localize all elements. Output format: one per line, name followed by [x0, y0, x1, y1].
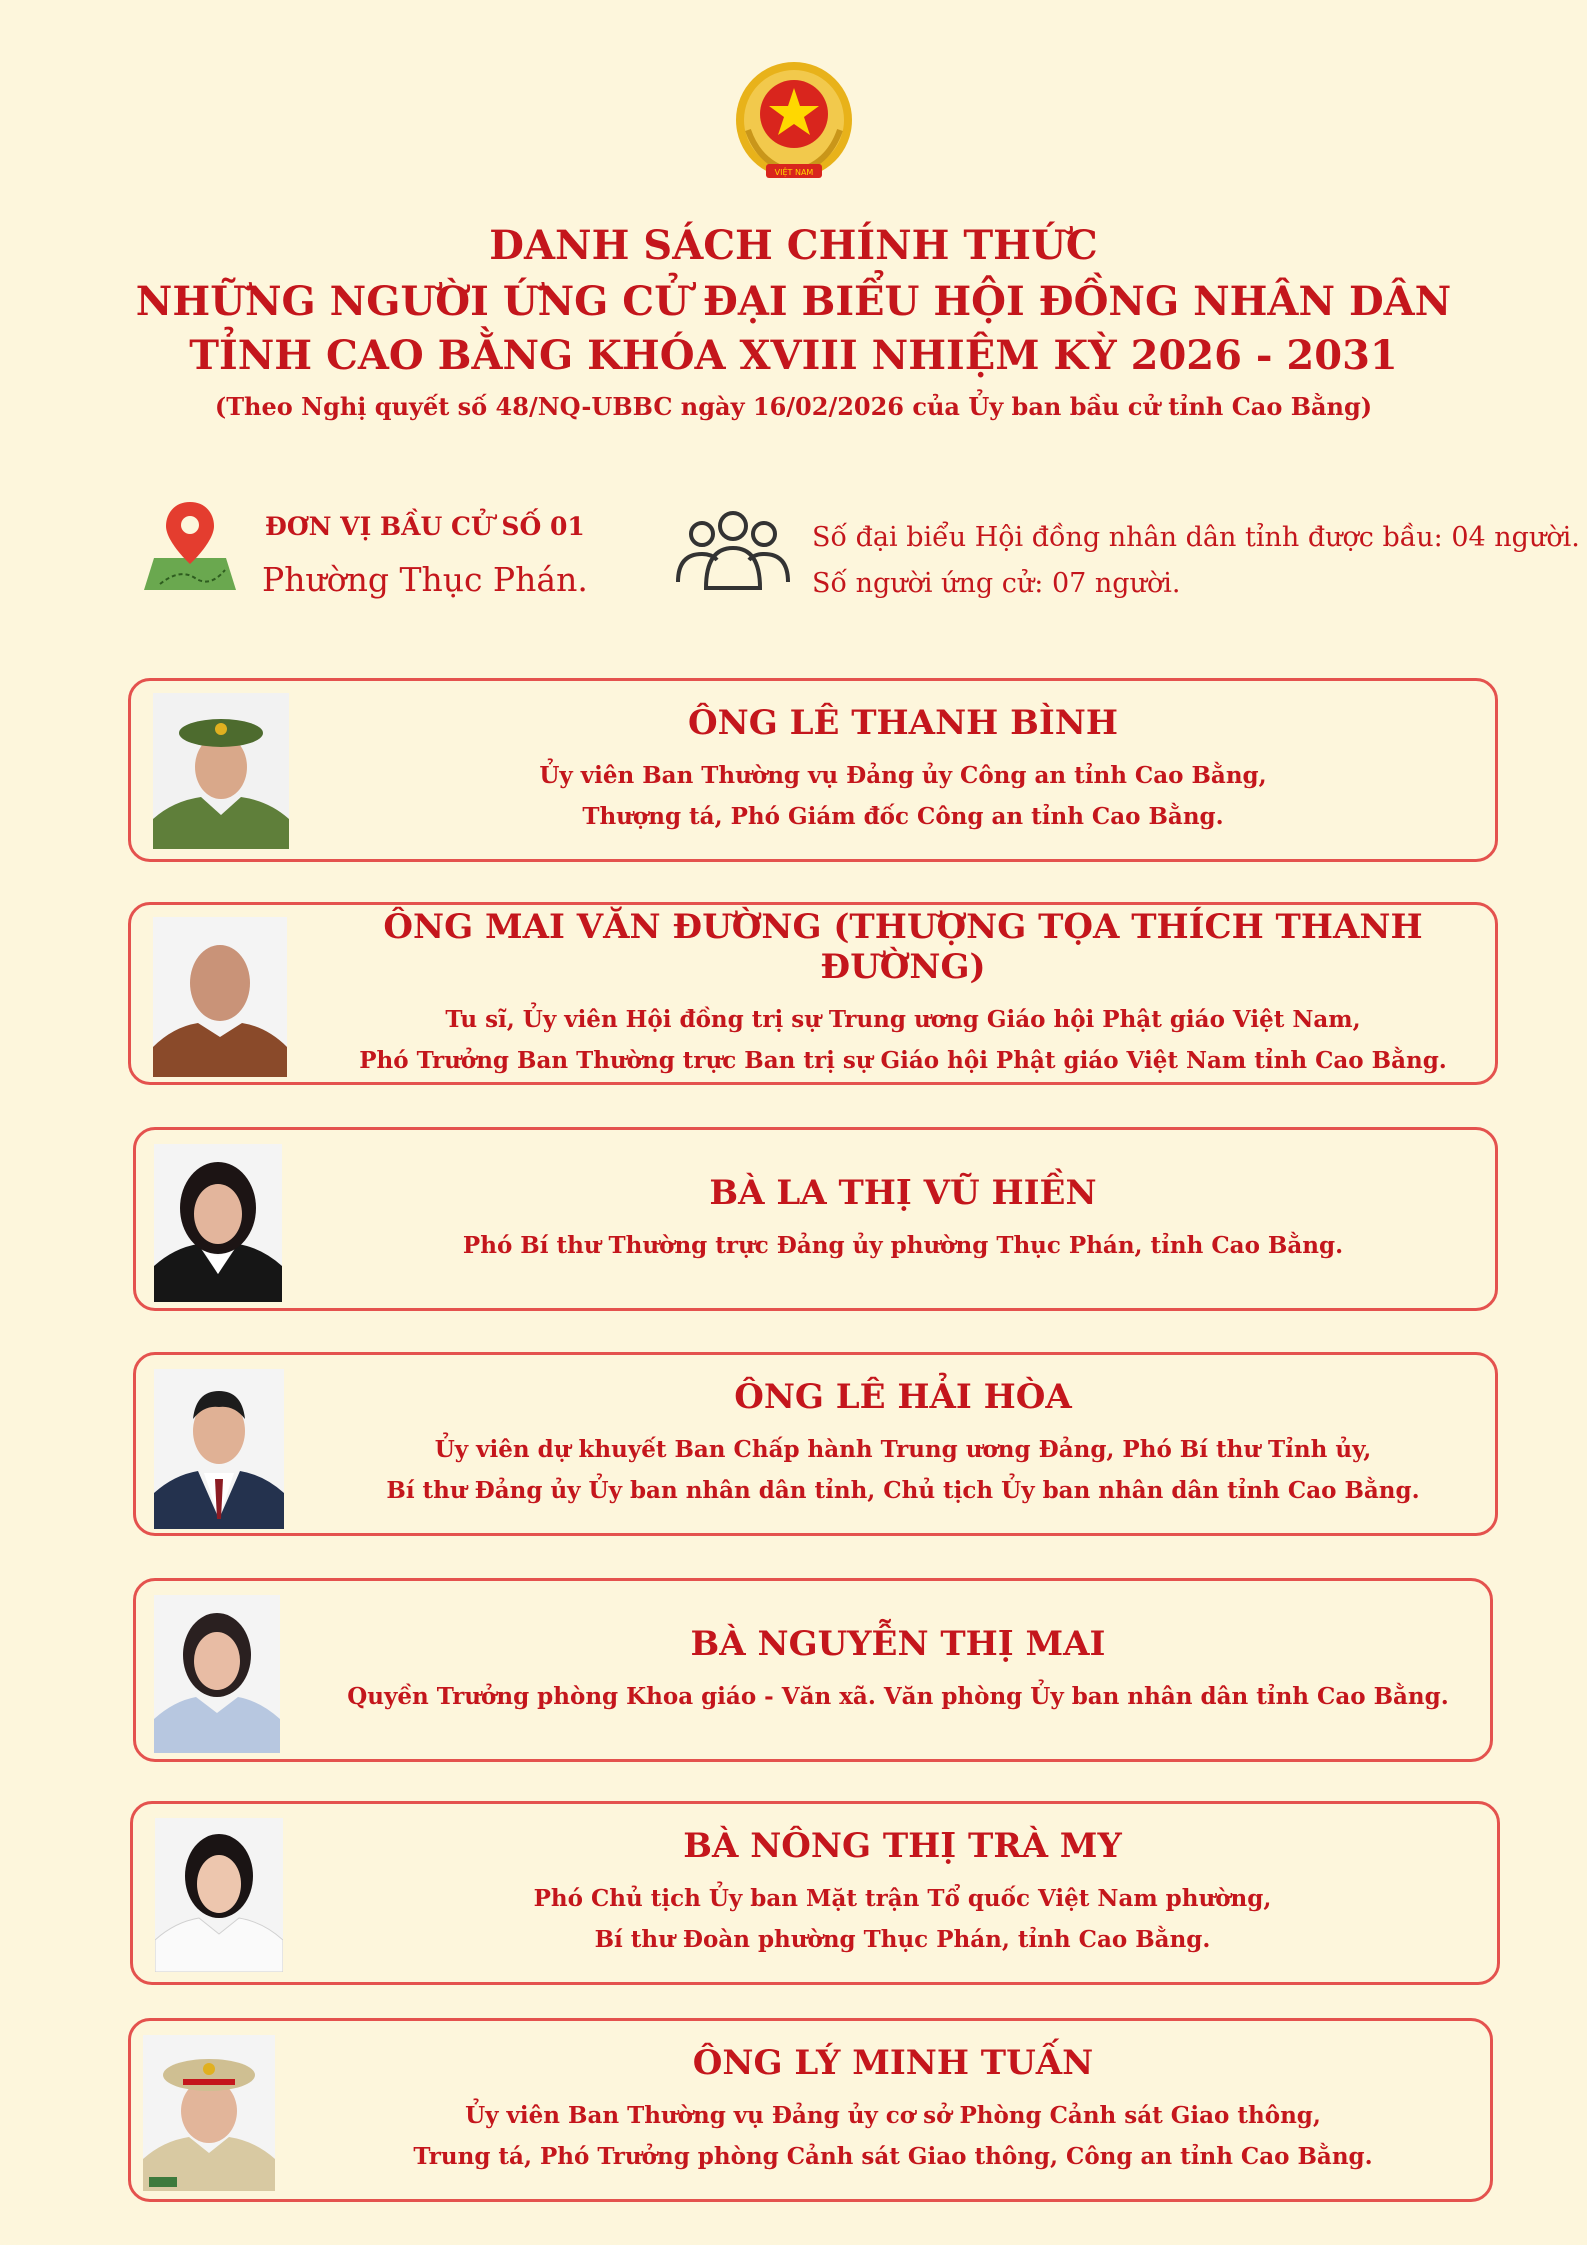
emblem-text: VIỆT NAM [774, 168, 814, 177]
candidate-photo [143, 2035, 275, 2191]
unit-title: ĐƠN VỊ BẦU CỬ SỐ 01 [265, 512, 585, 541]
unit-name: Phường Thục Phán. [262, 560, 588, 599]
candidate-position: Phó Chủ tịch Ủy ban Mặt trận Tổ quốc Việt Nam phường, [533, 1885, 1272, 1912]
candidate-card [128, 902, 1498, 1085]
title-line-1: DANH SÁCH CHÍNH THỨC [489, 222, 1098, 269]
candidate-name: ÔNG LÊ THANH BÌNH [688, 703, 1118, 743]
national-emblem-icon [730, 60, 858, 192]
subtitle: (Theo Nghị quyết số 48/NQ-UBBC ngày 16/02/2026 của Ủy ban bầu cử tỉnh Cao Bằng) [214, 392, 1373, 421]
candidate-position: Tu sĩ, Ủy viên Hội đồng trị sự Trung ương Giáo hội Phật giáo Việt Nam, [445, 1005, 1361, 1033]
candidate-photo [154, 1369, 284, 1529]
candidate-card [133, 1352, 1498, 1536]
candidate-position: Phó Trưởng Ban Thường trực Ban trị sự Giáo hội Phật giáo Việt Nam tỉnh Cao Bằng. [359, 1046, 1447, 1074]
candidate-name: BÀ NÔNG THỊ TRÀ MY [683, 1826, 1122, 1866]
delegates-count-text: Số đại biểu Hội đồng nhân dân tỉnh được bầu: 04 người. [812, 522, 1580, 553]
candidate-position: Trung tá, Phó Trưởng phòng Cảnh sát Giao thông, Công an tỉnh Cao Bằng. [413, 2143, 1373, 2170]
candidate-position: Quyền Trưởng phòng Khoa giáo - Văn xã. Văn phòng Ủy ban nhân dân tỉnh Cao Bằng. [347, 1682, 1449, 1710]
candidate-position: Ủy viên Ban Thường vụ Đảng ủy cơ sở Phòng Cảnh sát Giao thông, [465, 2102, 1321, 2129]
candidate-photo [154, 1144, 282, 1302]
candidate-photo [153, 693, 289, 849]
candidate-name: ÔNG LÝ MINH TUẤN [692, 2043, 1094, 2083]
candidate-card [130, 1801, 1500, 1985]
candidate-card [133, 1578, 1493, 1762]
candidate-name: ÔNG MAI VĂN ĐƯỜNG (THƯỢNG TỌA THÍCH THANH ĐƯỜNG) [383, 906, 1423, 987]
candidate-position: Ủy viên Ban Thường vụ Đảng ủy Công an tỉnh Cao Bằng, [539, 762, 1267, 789]
candidate-photo [155, 1818, 283, 1972]
candidate-name: BÀ LA THỊ VŨ HIỀN [709, 1172, 1097, 1213]
candidate-photo [154, 1595, 280, 1753]
candidate-name: BÀ NGUYỄN THỊ MAI [690, 1623, 1106, 1664]
candidate-position: Bí thư Đảng ủy Ủy ban nhân dân tỉnh, Chủ tịch Ủy ban nhân dân tỉnh Cao Bằng. [386, 1477, 1420, 1504]
candidate-photo [153, 917, 287, 1077]
candidate-position: Thượng tá, Phó Giám đốc Công an tỉnh Cao Bằng. [582, 803, 1224, 830]
candidate-card [128, 678, 1498, 862]
candidate-name: ÔNG LÊ HẢI HÒA [734, 1377, 1072, 1417]
candidate-position: Bí thư Đoàn phường Thục Phán, tỉnh Cao Bằng. [594, 1926, 1211, 1953]
title-line-2: NHỮNG NGƯỜI ỨNG CỬ ĐẠI BIỂU HỘI ĐỒNG NHÂN DÂN [135, 278, 1452, 325]
people-group-icon [672, 510, 794, 592]
candidates-count-text: Số người ứng cử: 07 người. [812, 568, 1181, 599]
title-line-3: TỈNH CAO BẰNG KHÓA XVIII NHIỆM KỲ 2026 - 2031 [189, 332, 1398, 379]
candidate-card [128, 2018, 1493, 2202]
candidate-card [133, 1127, 1498, 1311]
candidate-position: Phó Bí thư Thường trực Đảng ủy phường Thục Phán, tỉnh Cao Bằng. [462, 1231, 1344, 1259]
map-pin-icon [140, 498, 240, 594]
candidate-position: Ủy viên dự khuyết Ban Chấp hành Trung ương Đảng, Phó Bí thư Tỉnh ủy, [434, 1436, 1372, 1463]
